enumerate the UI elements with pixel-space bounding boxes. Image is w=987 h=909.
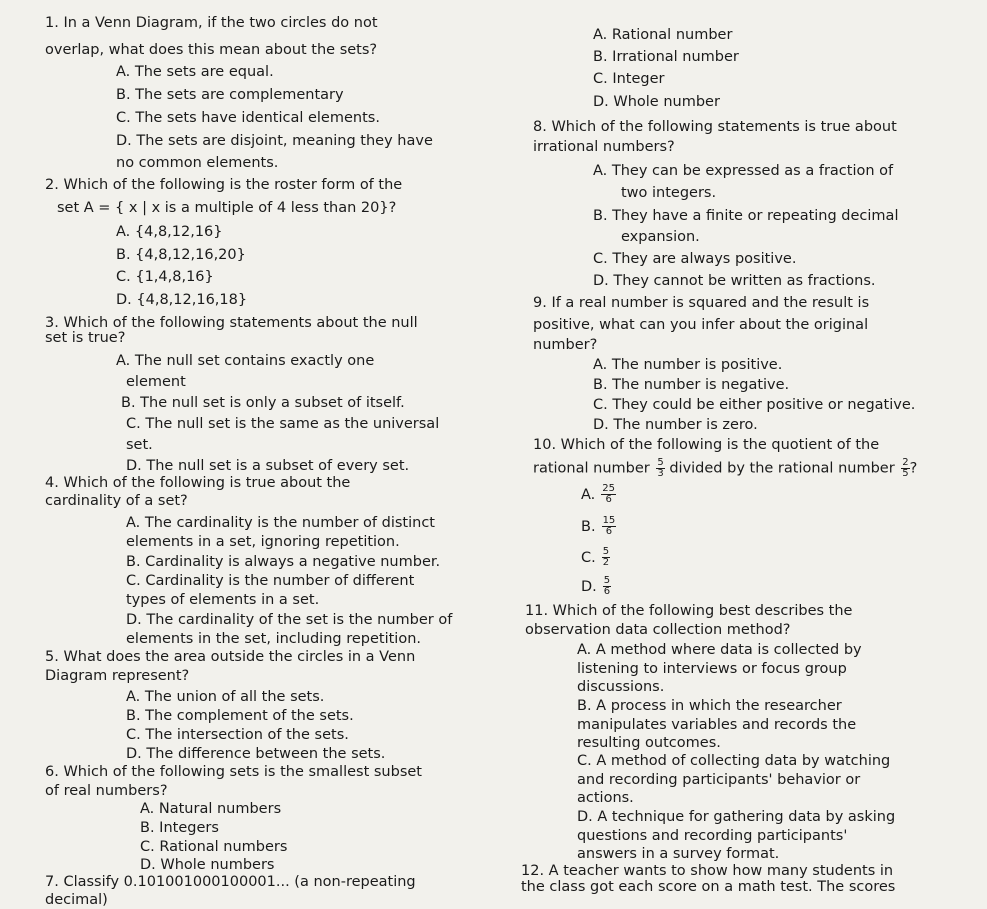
q4-option-b[interactable]: B. Cardinality is always a negative number. xyxy=(126,554,441,570)
q5-stem-line-2: Diagram represent? xyxy=(45,668,190,684)
frac2-numerator: 2 xyxy=(902,457,909,468)
q9-option-c[interactable]: C. They could be either positive or negative. xyxy=(593,397,916,413)
q2-stem-line-1: 2. Which of the following is the roster form of the xyxy=(45,177,403,193)
q6-stem-line-1: 6. Which of the following sets is the smallest subset xyxy=(45,764,422,780)
q7-option-c[interactable]: C. Integer xyxy=(593,71,665,87)
q6-stem-line-2: of real numbers? xyxy=(45,783,168,799)
q5-option-d[interactable]: D. The difference between the sets. xyxy=(126,746,386,762)
q1-option-a[interactable]: A. The sets are equal. xyxy=(116,64,274,80)
q10-stem-text-b: divided by the rational number xyxy=(669,460,895,477)
q9-stem-line-2: positive, what can you infer about the original xyxy=(533,317,869,333)
q3-option-c[interactable]: C. The null set is the same as the universal xyxy=(126,416,440,432)
q3-stem-line-1: 3. Which of the following statements about the null xyxy=(45,315,418,331)
q10-option-a-letter: A. xyxy=(581,486,596,503)
q10-a-denominator: 6 xyxy=(605,494,612,505)
q2-option-a[interactable]: A. {4,8,12,16} xyxy=(116,224,223,240)
q11-option-a-cont-2: discussions. xyxy=(577,679,665,695)
q11-option-b[interactable]: B. A process in which the researcher xyxy=(577,698,842,714)
q7-option-b[interactable]: B. Irrational number xyxy=(593,49,739,65)
q1-stem-line-1: 1. In a Venn Diagram, if the two circles do not xyxy=(45,15,378,31)
q10-option-d-letter: D. xyxy=(581,578,597,595)
q3-option-b[interactable]: B. The null set is only a subset of itself. xyxy=(121,395,405,411)
q11-option-d-cont-1: questions and recording participants' xyxy=(577,828,848,844)
q1-option-b[interactable]: B. The sets are complementary xyxy=(116,87,344,103)
q9-stem-line-1: 9. If a real number is squared and the result is xyxy=(533,295,870,311)
q4-stem-line-1: 4. Which of the following is true about the xyxy=(45,475,351,491)
q8-option-d[interactable]: D. They cannot be written as fractions. xyxy=(593,273,876,289)
q10-stem-text-c: ? xyxy=(909,460,918,477)
q9-option-a[interactable]: A. The number is positive. xyxy=(593,357,783,373)
q10-option-b-letter: B. xyxy=(581,518,596,535)
q3-option-a-cont: element xyxy=(126,374,186,390)
q10-option-b[interactable] xyxy=(581,516,616,537)
q7-stem-line-1: 7. Classify 0.101001000100001... (a non-repeating xyxy=(45,874,416,890)
q10-option-b-fraction xyxy=(602,516,617,537)
q11-option-c-cont-2: actions. xyxy=(577,790,634,806)
q6-option-d[interactable]: D. Whole numbers xyxy=(140,857,275,873)
q10-c-numerator: 5 xyxy=(602,546,610,557)
q11-option-a[interactable]: A. A method where data is collected by xyxy=(577,642,862,658)
q8-option-c[interactable]: C. They are always positive. xyxy=(593,251,797,267)
q10-option-c-letter: C. xyxy=(581,549,596,566)
q6-option-a[interactable]: A. Natural numbers xyxy=(140,801,282,817)
q11-stem-line-1: 11. Which of the following best describes the xyxy=(525,603,853,619)
q1-option-d[interactable]: D. The sets are disjoint, meaning they have xyxy=(116,133,433,149)
q4-option-c[interactable]: C. Cardinality is the number of different xyxy=(126,573,415,589)
q10-d-numerator: 5 xyxy=(603,575,611,586)
q11-option-d[interactable]: D. A technique for gathering data by asking xyxy=(577,809,896,825)
q10-option-c-fraction xyxy=(602,547,610,568)
q10-option-a[interactable] xyxy=(581,484,616,505)
q9-stem-line-3: number? xyxy=(533,337,598,353)
q8-stem-line-1: 8. Which of the following statements is true about xyxy=(533,119,897,135)
q6-option-c[interactable]: C. Rational numbers xyxy=(140,839,288,855)
q11-option-d-cont-2: answers in a survey format. xyxy=(577,846,780,862)
q3-option-d[interactable]: D. The null set is a subset of every set. xyxy=(126,458,410,474)
q10-b-numerator: 15 xyxy=(602,515,616,526)
q7-stem-line-2: decimal) xyxy=(45,892,108,908)
q10-option-d-fraction xyxy=(603,576,611,597)
q6-option-b[interactable]: B. Integers xyxy=(140,820,219,836)
q4-option-d[interactable]: D. The cardinality of the set is the number of xyxy=(126,612,453,628)
q4-option-d-cont: elements in the set, including repetition. xyxy=(126,631,421,647)
q5-option-c[interactable]: C. The intersection of the sets. xyxy=(126,727,349,743)
q2-option-b[interactable]: B. {4,8,12,16,20} xyxy=(116,247,246,263)
q8-option-b-cont: expansion. xyxy=(621,229,700,245)
q5-stem-line-1: 5. What does the area outside the circles in a Venn xyxy=(45,649,416,665)
q2-option-c[interactable]: C. {1,4,8,16} xyxy=(116,269,214,285)
q10-a-numerator: 25 xyxy=(602,483,616,494)
frac1-denominator: 3 xyxy=(657,468,664,479)
q11-option-a-cont-1: listening to interviews or focus group xyxy=(577,661,847,677)
q3-stem-line-2: set is true? xyxy=(45,330,126,346)
q5-option-b[interactable]: B. The complement of the sets. xyxy=(126,708,354,724)
q10-stem-text-a: rational number xyxy=(533,460,650,477)
q2-option-d[interactable]: D. {4,8,12,16,18} xyxy=(116,292,248,308)
q12-stem-line-1: 12. A teacher wants to show how many students in xyxy=(521,863,894,879)
q10-d-denominator: 6 xyxy=(603,586,611,597)
q9-option-b[interactable]: B. The number is negative. xyxy=(593,377,790,393)
q10-c-denominator: 2 xyxy=(602,557,610,568)
q1-option-d-cont: no common elements. xyxy=(116,155,279,171)
q10-fraction-two-fifths xyxy=(901,458,909,479)
q4-option-c-cont: types of elements in a set. xyxy=(126,592,320,608)
q8-option-a[interactable]: A. They can be expressed as a fraction of xyxy=(593,163,894,179)
q7-option-d[interactable]: D. Whole number xyxy=(593,94,720,110)
q4-stem-line-2: cardinality of a set? xyxy=(45,493,188,509)
q12-stem-line-2: the class got each score on a math test. The scores xyxy=(521,879,896,895)
q3-option-a[interactable]: A. The null set contains exactly one xyxy=(116,353,375,369)
q7-option-a[interactable]: A. Rational number xyxy=(593,27,733,43)
q8-option-a-cont: two integers. xyxy=(621,185,717,201)
q10-stem-line-2 xyxy=(533,458,917,479)
q3-option-c-cont: set. xyxy=(126,437,153,453)
q1-option-c[interactable]: C. The sets have identical elements. xyxy=(116,110,380,126)
q10-b-denominator: 6 xyxy=(605,526,613,537)
q10-option-d[interactable] xyxy=(581,576,611,597)
q1-stem-line-2: overlap, what does this mean about the sets? xyxy=(45,42,378,58)
q11-option-b-cont-2: resulting outcomes. xyxy=(577,735,721,751)
q2-stem-line-2: set A = { x | x is a multiple of 4 less than 20}? xyxy=(57,200,397,216)
q11-option-b-cont-1: manipulates variables and records the xyxy=(577,717,857,733)
q4-option-a-cont: elements in a set, ignoring repetition. xyxy=(126,534,400,550)
q11-option-c[interactable]: C. A method of collecting data by watching xyxy=(577,753,891,769)
q5-option-a[interactable]: A. The union of all the sets. xyxy=(126,689,325,705)
q4-option-a[interactable]: A. The cardinality is the number of distinct xyxy=(126,515,435,531)
q11-stem-line-2: observation data collection method? xyxy=(525,622,791,638)
q10-option-a-fraction xyxy=(601,484,616,505)
q8-stem-line-2: irrational numbers? xyxy=(533,139,675,155)
q9-option-d[interactable]: D. The number is zero. xyxy=(593,417,758,433)
frac1-numerator: 5 xyxy=(657,457,664,468)
q10-fraction-five-thirds xyxy=(656,458,664,479)
q8-option-b[interactable]: B. They have a finite or repeating decimal xyxy=(593,208,899,224)
q11-option-c-cont-1: and recording participants' behavior or xyxy=(577,772,861,788)
frac2-denominator: 5 xyxy=(902,468,909,479)
q10-option-c[interactable] xyxy=(581,547,610,568)
q10-stem-line-1: 10. Which of the following is the quotient of the xyxy=(533,437,880,453)
